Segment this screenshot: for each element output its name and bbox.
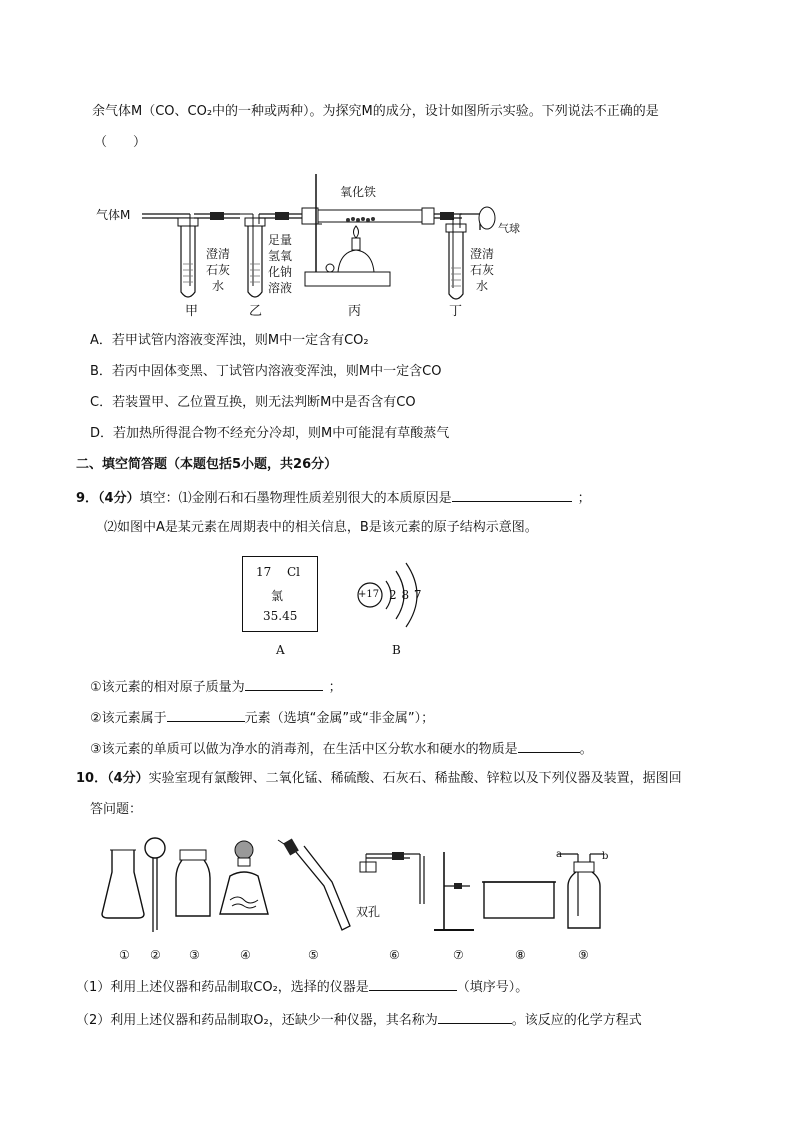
q10-text: 实验室现有氯酸钾、二氧化锰、稀硫酸、石灰石、稀盐酸、锌粒以及下列仪器及装置，据图回	[148, 771, 682, 786]
electron-shells: 2 8 7	[389, 588, 423, 602]
q8-apparatus-figure	[90, 168, 530, 318]
q9-score: （4分）	[98, 491, 140, 506]
q8-intro-line1: 余气体M（CO、CO₂中的一种或两种）。为探究M的成分，设计如图所示实验。下列说法不正确的是	[92, 104, 659, 119]
bent-tube-with-stopper	[278, 838, 350, 930]
instrument-number: ②	[150, 948, 161, 962]
element-card	[242, 556, 318, 632]
q9-line1-end: ；	[577, 491, 591, 506]
q9-sub2-text: ②该元素属于	[90, 711, 167, 726]
atomic-number: 17	[256, 565, 272, 579]
label-ding: 丁	[449, 304, 463, 319]
water-trough	[482, 882, 556, 918]
test-tube-b	[240, 214, 265, 297]
port-a-label: a	[556, 849, 562, 860]
instrument-number: ①	[119, 948, 130, 962]
gas-washing-bottle	[558, 854, 604, 928]
q8-answer-paren: （ ）	[94, 135, 147, 150]
q9-sub1-end: ；	[328, 680, 342, 695]
balloon-shape	[479, 207, 495, 229]
instrument-number: ③	[189, 948, 200, 962]
label-yi: 乙	[249, 304, 263, 319]
q9-sub3	[90, 738, 593, 760]
q10-line2: 答问题：	[90, 802, 143, 817]
q9-line2: ⑵如图中A是某元素在周期表中的相关信息，B是该元素的原子结构示意图。	[104, 520, 538, 535]
iron-oxide-label: 氧化铁	[340, 185, 377, 199]
limewater-d-line: 石灰	[470, 263, 495, 277]
q10-sub1-text: （1）利用上述仪器和药品制取CO₂，选择的仪器是	[76, 980, 369, 995]
instrument-number: ⑤	[308, 948, 319, 962]
label-jia: 甲	[185, 304, 199, 319]
naoh-label	[268, 232, 292, 296]
limewater-a-line: 石灰	[206, 263, 231, 277]
q9-sub1	[90, 676, 342, 698]
q10-apparatus-figure	[98, 832, 608, 944]
q10-sub2-end: 。该反应的化学方程式	[511, 1013, 642, 1028]
limewater-a-line: 澄清	[206, 247, 231, 261]
element-symbol: Cl	[287, 565, 301, 579]
q9-line1	[76, 487, 591, 509]
q9-sub3-text: ③该元素的单质可以做为净水的消毒剂，在生活中区分软水和硬水的物质是	[90, 742, 518, 757]
q8-option-d: D．若加热所得混合物不经充分冷却，则M中可能混有草酸蒸气	[90, 426, 450, 441]
test-tube-d	[446, 214, 466, 299]
q9-blank-3[interactable]	[167, 707, 245, 722]
naoh-line: 化钠	[268, 265, 293, 279]
q8-option-b: B．若丙中固体变黑、丁试管内溶液变浑浊，则M中一定含CO	[90, 364, 442, 379]
label-bing: 丙	[348, 304, 362, 319]
limewater-a-label	[206, 246, 230, 294]
double-hole-label: 双孔	[356, 905, 381, 919]
q9-sub2-post: 元素（选填“金属”或“非金属”）；	[244, 711, 435, 726]
port-b-label: b	[602, 851, 609, 862]
gas-m-label: 气体M	[96, 208, 131, 222]
q9-sub2	[90, 707, 434, 729]
q10-sub2	[76, 1009, 642, 1031]
reagent-bottle	[176, 850, 210, 916]
q10-blank-2[interactable]	[438, 1009, 512, 1024]
instrument-number: ⑦	[453, 948, 464, 962]
naoh-line: 氢氧	[268, 249, 293, 263]
limewater-d-line: 澄清	[470, 247, 495, 261]
nucleus-charge: +17	[358, 589, 380, 600]
limewater-a-line: 水	[212, 279, 225, 293]
element-name: 氯	[271, 589, 284, 603]
q9-blank-2[interactable]	[245, 676, 323, 691]
balloon-label: 气球	[498, 222, 520, 235]
q9-number: 9．	[76, 491, 99, 506]
alcohol-lamp	[220, 841, 268, 914]
q10-line1	[76, 769, 682, 789]
naoh-line: 溶液	[268, 281, 293, 295]
limewater-d-line: 水	[476, 279, 489, 293]
q10-sub2-text: （2）利用上述仪器和药品制取O₂，还缺少一种仪器，其名称为	[76, 1013, 438, 1028]
q10-sub1-end: （填序号）。	[456, 980, 529, 995]
conical-flask	[102, 850, 144, 918]
instrument-number: ⑥	[389, 948, 400, 962]
long-neck-funnel	[145, 838, 165, 932]
q10-score: （4分）	[107, 771, 149, 786]
section-heading: 二、填空简答题（本题包括5小题，共26分）	[76, 457, 338, 472]
instrument-number: ④	[240, 948, 251, 962]
q9-sub1-text: ①该元素的相对原子质量为	[90, 680, 245, 695]
q10-sub1	[76, 976, 528, 998]
q10-number: 10．	[76, 771, 108, 786]
q9-blank-1[interactable]	[452, 487, 572, 502]
q9-blank-4[interactable]	[518, 738, 580, 753]
q10-blank-1[interactable]	[369, 976, 457, 991]
naoh-line: 足量	[268, 233, 293, 247]
limewater-d-label	[470, 246, 494, 294]
instrument-number: ⑧	[515, 948, 526, 962]
q9-text: 填空：⑴金刚石和石墨物理性质差别很大的本质原因是	[139, 491, 452, 506]
label-b: B	[392, 643, 401, 657]
q9-sub3-end: 。	[579, 742, 593, 757]
instrument-number: ⑨	[578, 948, 589, 962]
atomic-mass: 35.45	[263, 609, 298, 623]
label-a: A	[276, 643, 285, 657]
iron-stand	[434, 852, 474, 930]
q8-option-c: C．若装置甲、乙位置互换，则无法判断M中是否含有CO	[90, 395, 416, 410]
double-hole-stopper	[360, 852, 424, 904]
test-tube-a	[178, 214, 198, 297]
q8-option-a: A．若甲试管内溶液变浑浊，则M中一定含有CO₂	[90, 333, 369, 348]
